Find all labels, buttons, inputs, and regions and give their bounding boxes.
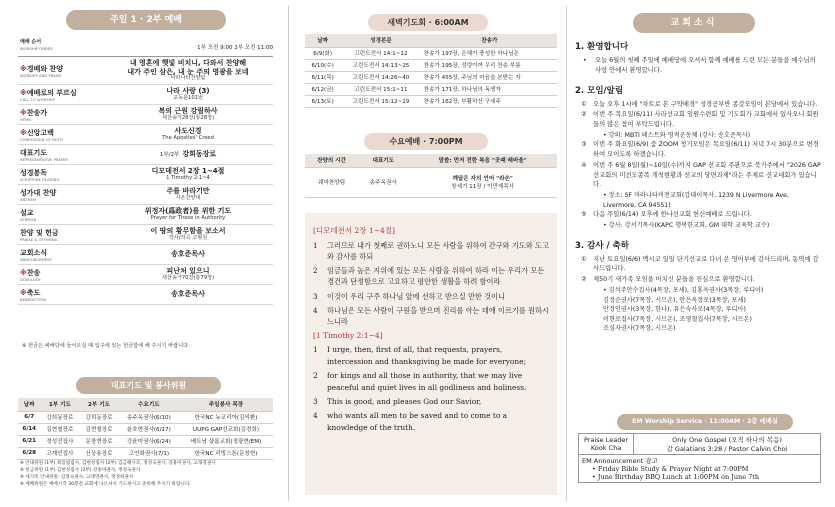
news-item-text: 지난 토요일(6/6) 멕시코 일일 단기선교로 다녀 온 영어부에 감사드리며, 동역에 감사드립니다.	[593, 255, 819, 273]
worship-item-main-text: 피난처 있으니	[166, 267, 210, 276]
asterisk-mark: ※	[20, 288, 27, 297]
news-item-number: ①	[581, 100, 587, 108]
worship-row-label	[18, 268, 103, 282]
prayer-table-cell: 한국NC 리빙스톤(문창현)	[179, 447, 273, 459]
news-item-number: ⑤	[581, 211, 587, 219]
verse	[313, 265, 549, 287]
worship-row	[18, 225, 273, 245]
worship-item-detail	[103, 127, 273, 141]
prayer-table-cell: 6/21	[18, 435, 40, 447]
prayer-note: ※ 새가족 안내위원: 김정숙권사, 고래영권사, 정경희권사	[20, 475, 134, 481]
em-announcement-label: EM Announcement 광고	[582, 457, 658, 465]
worship-item-name	[20, 208, 103, 218]
worship-item-detail	[103, 207, 273, 221]
verse-number: 3	[313, 396, 318, 406]
worship-item-sub: 작사/작곡 고형원	[168, 234, 208, 241]
worship-item-name-en: ANTHEM	[20, 197, 37, 202]
worship-item-name	[20, 228, 103, 238]
worship-item-name-text: 찬송가	[26, 108, 48, 117]
worship-item-main	[103, 250, 273, 258]
worship-item-detail	[103, 227, 273, 241]
worship-item-main-text: 나라 사랑 (3)	[166, 87, 210, 96]
worship-item-name-text: 성경봉독	[20, 168, 48, 177]
news-item-number: ②	[581, 276, 587, 284]
worship-row	[18, 285, 273, 305]
worship-row	[18, 205, 273, 225]
prayer-service-title: 대표기도 및 봉사위원	[76, 377, 221, 394]
verse-text: This is good, and pleases God our Savior,	[327, 396, 482, 406]
news-section-thanks: 3. 감사 / 축하	[575, 240, 629, 251]
worship-item-detail	[103, 250, 273, 258]
dawn-table-cell: 고린도전서 15:1~11	[340, 83, 421, 95]
prayer-note: ※ 예배위원은 예배시작 30분전 교회에 나오셔서 기도하시고 준비해 주시기 바랍니다.	[20, 482, 191, 488]
scripture-en-ref: [1 Timothy 2:1~4]	[313, 331, 383, 341]
wed-sermon-ref: 창세기 11장 / 이만재목사	[451, 184, 515, 190]
wed-praise: 쉐마찬양팀	[305, 167, 358, 197]
news-item	[581, 275, 823, 285]
dawn-table-cell: 찬송가 162장, 부활하신 구세주	[422, 95, 557, 107]
worship-item-name	[20, 64, 103, 74]
worship-item-name-en: SERMON	[20, 217, 37, 222]
dawn-table-cell: 고린도전서 14:1~12	[340, 47, 421, 59]
worship-item-prefix: 1부/2부	[159, 152, 180, 159]
news-item-number: ④	[581, 161, 587, 169]
prayer-table-cell: 윤호현권사(6/17)	[119, 423, 179, 435]
worship-times: 1부 오전 9:00 2부 오전 11:00	[197, 45, 273, 51]
worship-item-sub: 시온찬양대	[175, 194, 201, 201]
em-sermon-ref: 갈 Galatians 3:28 / Pastor Calvin Choi	[666, 445, 788, 453]
dawn-title: 새벽기도회 · 6:00AM	[368, 14, 488, 31]
prayer-table-cell: 6/14	[18, 423, 40, 435]
dawn-table-header: 찬송가	[422, 34, 557, 47]
worship-item-main-text: 주를 바라기만	[166, 187, 210, 196]
worship-row	[18, 85, 273, 105]
dawn-table-cell: 6/13(토)	[305, 95, 340, 107]
schedule-column	[300, 0, 558, 507]
verse-text: 하나님은 모든 사람이 구원을 받으며 진리를 아는 데에 이르기를 원하시느니라	[327, 305, 549, 326]
worship-item-main-2: 내가 주인 삼은, 내 눈 주의 영광을 보네	[127, 67, 249, 76]
news-welcome-text: 오늘 6월의 첫째 주일에 예배당에 오셔서 함께 예배를 드린 모든 분들을 예수님의 사랑 안에서 환영합니다.	[595, 57, 816, 74]
worship-row	[18, 105, 273, 125]
prayer-table-cell: 신상용장로	[79, 447, 118, 459]
dawn-table-row	[305, 47, 557, 59]
dawn-table-cell: 찬송가 195장, 성령이여 우리 찬송 부름	[422, 59, 557, 71]
news-item	[581, 100, 823, 110]
worship-row	[18, 245, 273, 265]
dawn-table-cell: 고린도전서 15:12~19	[340, 95, 421, 107]
worship-row-label	[18, 148, 103, 162]
worship-row	[18, 125, 273, 145]
wed-sermon: 깨달은 자의 언어 "라손"	[452, 176, 513, 182]
worship-item-name	[20, 128, 103, 138]
prayer-table-cell: 고연화권사(7/1)	[119, 447, 179, 459]
worship-item-name-text: 축도	[26, 288, 41, 297]
asterisk-mark: ※	[20, 64, 27, 73]
verse-text: 임금들과 높은 지위에 있는 모든 사람을 위하여 하라 이는 우리가 모든 경건과 단정함으로 고요하고 평안한 생활을 하려 함이라	[327, 266, 545, 287]
verse	[313, 344, 549, 367]
worship-item-detail	[103, 290, 273, 298]
em-announcement-2: • June Birthday BBQ Lunch at 1:00PM on June 7th	[592, 473, 760, 481]
verse	[313, 396, 549, 407]
news-item-text: 이번 주 6월 8일(월)~10일(수)까지 GAP 선교회 주관으로 북가주에서 "2026 GAP 선교회의 미전도종족 개척현황과 선교의 당면과제"라는 주제로 선교대회가 있습니다.	[593, 161, 821, 189]
verse-number: 4	[313, 305, 318, 315]
wednesday-table-header: 찬양의 시간	[305, 154, 358, 167]
worship-item-name-en: DOXOLOGY	[20, 277, 41, 282]
worship-row	[18, 145, 273, 165]
wednesday-table-header: 말씀: 먼저 전한 복음 "곳때 래바울"	[408, 154, 557, 167]
dawn-table-cell: 6/11(목)	[305, 71, 340, 83]
worship-item-name	[20, 248, 103, 258]
worship-column	[18, 0, 273, 507]
worship-item-sub: 교독문101번	[173, 94, 203, 101]
worship-item-name-text: 경배와 찬양	[26, 64, 64, 73]
worship-item-name	[20, 108, 103, 118]
worship-item-name-text: 대표기도	[20, 148, 48, 157]
worship-row-label	[18, 64, 103, 78]
asterisk-mark: ※	[20, 88, 27, 97]
worship-item-sub: 마라나타찬양팀	[170, 74, 206, 81]
prayer-table-header: 주일봉사 목장	[179, 398, 273, 411]
dawn-table-cell: 6/10(수)	[305, 59, 340, 71]
news-sub-item: 김정순권사(7목장, 시므온), 안은옥장로(3목장, 포세)	[603, 296, 746, 304]
prayer-table-cell: 송주옥권사(6/10)	[119, 411, 179, 423]
worship-item-detail	[103, 267, 273, 281]
worship-item-name-text: 성가대 찬양	[20, 188, 57, 197]
worship-item-main	[103, 290, 273, 298]
news-sub-item: 이현로집사(7목장, 시므온), 조영철집사(7목장, 시므온)	[603, 315, 752, 323]
worship-item-name-text: 찬양 및 헌금	[20, 228, 59, 237]
worship-item-sub: 새찬송가70장(통79장)	[161, 274, 215, 281]
worship-title: 주일 1 · 2부 예배	[66, 10, 226, 30]
worship-item-name	[20, 288, 103, 298]
scripture-box	[305, 213, 557, 495]
dawn-table-cell: 6/9(화)	[305, 47, 340, 59]
news-sub-item: 조심자권사(7목장, 시므온)	[603, 325, 676, 333]
news-item-text: 오늘 오후 1시에 "차트로 본 구약배경" 성경공부반 종강모임이 본당에서 있습니다.	[593, 100, 818, 108]
wed-prayer: 송주옥권사	[358, 167, 408, 197]
dawn-table-row	[305, 83, 557, 95]
prayer-table-row	[18, 423, 273, 435]
worship-row-label	[18, 288, 103, 302]
worship-item-detail	[103, 87, 273, 101]
news-item-number: ①	[581, 255, 587, 263]
prayer-table-cell: 고재인집사	[40, 447, 79, 459]
worship-item-main-text: 사도신경	[174, 127, 202, 136]
worship-item-name-en: CALL TO WORSHIP	[20, 97, 55, 102]
worship-item-name-text: 교회소식	[20, 248, 48, 257]
prayer-table-cell: 강희동장로	[79, 411, 118, 423]
prayer-table-cell: 김현철장로	[79, 423, 118, 435]
prayer-table-cell: 문창현장로	[79, 435, 118, 447]
worship-item-main-text: 내 영혼에 햇빛 비치니, 다와서 찬양해	[129, 59, 247, 68]
worship-item-main	[103, 59, 273, 67]
verse-number: 2	[313, 371, 318, 381]
news-item-number: ③	[581, 141, 587, 149]
news-column: 교회소식 1. 환영합니다 • 오늘 6월의 첫째 주일에 예배당에 오셔서 함께 예배를 드린 모든 분들을 예수님의 사랑 안에서 환영합니다. 2. 모임/알림 ① 오늘 오후 1시에 "차트로 본 구약배경" 성경공부반 종강모임이 본당에서 있습니다. ② 이번 주 목요일(6/11) 사라선교회 임원수련회 및 기도회가 교회에서 있사오니 회원들의 많은 참여 부탁드립니다. • 강의: MBTI 테스트와 영적운동체 (강사: 송호준목사) ③ 이번 주 화요일(6/9) 줌 ZOOM 정기모임은 목요일(6/11) 저녁 7시 30분으로 변경하여 모이도록 하겠습니다. ④ 이번 주 6월 8일(월)~10일(수)까지 GAP 선교회 주관으로 북가주에서 "2026 GAP 선교회의 미전도종족 개척현황과 선교의 당면과제"라는 주제로 선교대회가 있습니다. • 장소: SF 마라나타비전교회(강대이목사, 1239 N Livermore Ave, Livermore, CA 94551) ⑤ 다음 주일(6/14) 오후에 한나선교회 헌신예배로 드립니다. • 강사: 강서기목사(KAPC 행복한교회, GM 대학 교육학 교수) 3. 감사 / 축하 ① 지난 토요일(6/6) 멕시코 일일 단기선교로 다녀 온 영어부에 감사드리며, 동역에 감사드립니다. ② 제50기 새가족 모임을 마치신 분들을 진심으로 환영합니다. • 김석주안수집사(4목장, 포세), 김홍옥권사(3목장, 루디아) 김정순권사(7목장, 시므온), 안은옥장로(3목장, 포세) 안정인권사(3목장, 한나), 유은숙사모(4목장, 루디아) 이현로집사(7목장, 시므온), 조영철집사(7목장, 시므온) 조심자권사(7목장, 시므온) EM Worship Service · 11:00AM · 2층 예배실 Praise Leader Kook Cha Only One Gospel (오직 하나의 복음) 갈 Galatians 3:28 / Pastor Calvin Choi EM Announcement 광고 • Friday Bible Study & Prayer Night at 7:00PM • June Birthday BBQ Lunch at 1:00PM on June 7th	[575, 0, 823, 507]
verse-number: 4	[313, 411, 318, 421]
worship-item-name	[20, 148, 103, 158]
worship-item-sub: Prayer for Those in Authority	[150, 214, 226, 221]
worship-row-label	[18, 248, 103, 262]
news-sub-item: • 김석주안수집사(4목장, 포세), 김홍옥권사(3목장, 루디아)	[603, 286, 764, 294]
worship-row	[18, 185, 273, 205]
em-announcement-1: • Friday Bible Study & Prayer Night at 7:00PM	[592, 465, 749, 473]
worship-item-name-text: 예배로의 부르심	[26, 88, 77, 97]
news-sub-item: • 장소: SF 마라나타비전교회(강대이목사, 1239 N Livermore Ave, Livermore, CA 94551)	[603, 192, 789, 209]
dawn-table-cell: 찬송가 455장, 주님의 마음을 본받는 자	[422, 71, 557, 83]
prayer-service-notes	[20, 460, 275, 488]
worship-row	[18, 265, 273, 285]
worship-row-label	[18, 228, 103, 242]
worship-item-name	[20, 188, 103, 198]
prayer-table-row	[18, 435, 273, 447]
prayer-table-cell: 6/7	[18, 411, 40, 423]
column-divider-left	[288, 6, 289, 501]
asterisk-mark: ※	[20, 128, 27, 137]
scripture-ko-ref: [디모데전서 2장 1~4절]	[313, 226, 395, 235]
asterisk-mark: ※	[20, 108, 27, 117]
news-item-text: 이번 주 목요일(6/11) 사라선교회 임원수련회 및 기도회가 교회에서 있사오니 회원들의 많은 참여 부탁드립니다.	[593, 111, 819, 128]
dawn-table-cell: 6/12(금)	[305, 83, 340, 95]
worship-order-label: 예배 순서	[20, 39, 42, 45]
worship-item-name-en: HYMN	[20, 117, 32, 122]
news-item-number: ②	[581, 111, 587, 119]
dawn-table-row	[305, 71, 557, 83]
news-item-text: 다음 주일(6/14) 오후에 한나선교회 헌신예배로 드립니다.	[593, 211, 752, 219]
worship-item-detail	[103, 167, 273, 181]
news-sub-item: 안정인권사(3목장, 한나), 유은숙사모(4목장, 루디아)	[603, 306, 746, 314]
news-item-text: 제50기 새가족 모임을 마치신 분들을 진심으로 환영합니다.	[593, 276, 755, 284]
dawn-table-cell: 찬송가 171장, 하나님의 독생자	[422, 83, 557, 95]
news-item	[581, 140, 823, 160]
em-leader-label: Praise Leader	[583, 436, 628, 444]
news-item	[581, 210, 823, 220]
prayer-table-cell: 강희동장로	[40, 411, 79, 423]
worship-item-name	[20, 168, 103, 178]
news-section-welcome: 1. 환영합니다	[575, 42, 629, 52]
worship-row-label	[18, 88, 103, 102]
verse-text: 그러므로 내가 첫째로 권하노니 모든 사람을 위하여 간구와 기도와 도고와 감사를 하되	[327, 241, 549, 262]
worship-item-main-text: 복의 근원 강림하사	[158, 107, 218, 116]
wednesday-table-header: 대표기도	[358, 154, 408, 167]
worship-item-name-en: WORSHIP AND PRAISE	[20, 73, 62, 78]
prayer-note: ※ 안내위원 (1부) 최를범집사, 김현성집사 (2부) 김금해사모, 정경숙권사, 강용미권사, 고래영권사	[20, 461, 216, 466]
offering-footnote: ※ 헌금은 예배당에 들어오실 때 입구에 있는 헌금함에 해 주시기 바랍니다.	[22, 343, 190, 349]
worship-item-name-en: PRAISE & OFFERING	[20, 237, 58, 242]
worship-row	[18, 57, 273, 85]
worship-item-main-text: 송호준목사	[171, 250, 205, 259]
verse	[313, 370, 549, 393]
wednesday-table	[305, 154, 557, 198]
worship-order-label-en: WORSHIP ORDER	[20, 46, 53, 51]
dawn-table-header: 날짜	[305, 34, 340, 47]
worship-row-label	[18, 128, 103, 142]
verse	[313, 240, 549, 262]
worship-item-name-en: CONFESSION OF FAITH	[20, 137, 63, 142]
prayer-table-cell: 베트남 샬롬교회(정광현/EM)	[179, 435, 273, 447]
verse-number: 1	[313, 241, 318, 250]
em-title: EM Worship Service · 11:00AM · 2층 예배실	[617, 414, 793, 430]
prayer-service-table	[18, 398, 273, 460]
worship-row-label	[18, 188, 103, 202]
worship-item-main-text: 위정자(爲政者)를 위한 기도	[144, 207, 232, 216]
prayer-table-header: 1부 기도	[40, 398, 79, 411]
news-item	[581, 255, 823, 275]
em-table	[578, 433, 821, 483]
dawn-table-header: 성경본문	[340, 34, 421, 47]
worship-item-sub: 1 Timothy 2:1~4	[166, 174, 210, 181]
prayer-table-cell: UUPG GAP선교회(김경희)	[179, 423, 273, 435]
verse-text: who wants all men to be saved and to come to a knowledge of the truth.	[327, 411, 508, 432]
prayer-table-cell: 김현철장로	[40, 423, 79, 435]
dawn-table-cell: 고린도전서 14:26~40	[340, 71, 421, 83]
worship-item-main-text: 강희동장로	[182, 150, 217, 159]
em-sermon-title: Only One Gospel (오직 하나의 복음)	[672, 436, 782, 444]
verse-text: for kings and all those in authority, that we may live peaceful and quiet lives in all godliness and holiness.	[327, 371, 527, 392]
worship-item-main	[103, 150, 273, 158]
prayer-table-row	[18, 447, 273, 459]
worship-item-name-text: 찬송	[26, 268, 41, 277]
wednesday-title: 수요예배 · 7:00PM	[364, 133, 488, 150]
worship-item-name	[20, 268, 103, 278]
worship-row-label	[18, 108, 103, 122]
verse-number: 1	[313, 345, 318, 355]
worship-item-name-en: REPRESENTATIVE PRAYER	[20, 157, 68, 162]
worship-item-name-text: 신앙고백	[26, 128, 54, 137]
verse	[313, 410, 549, 433]
news-title: 교회소식	[633, 13, 755, 33]
verse-text: 이것이 우리 구주 하나님 앞에 선하고 받으실 만한 것이니	[327, 291, 505, 301]
verse	[313, 305, 549, 327]
worship-item-name-en: BENEDICTION	[20, 297, 46, 302]
prayer-table-cell: 정성진집사	[40, 435, 79, 447]
worship-item-detail	[103, 59, 273, 81]
dawn-table-row	[305, 95, 557, 107]
prayer-table-row	[18, 411, 273, 423]
prayer-table-cell: 6/28	[18, 447, 40, 459]
news-section-notices: 2. 모임/알림	[575, 85, 624, 96]
worship-item-detail	[103, 150, 273, 158]
worship-row	[18, 165, 273, 185]
worship-row-label	[18, 208, 103, 222]
dawn-table-cell: 고린도전서 14:13~25	[340, 59, 421, 71]
dawn-table-cell: 찬송가 197장, 은혜가 풍성한 하나님은	[422, 47, 557, 59]
news-item	[581, 161, 823, 190]
worship-item-detail	[103, 187, 273, 201]
news-item-text: 이번 주 화요일(6/9) 줌 ZOOM 정기모임은 목요일(6/11) 저녁 7시 30분으로 변경하여 모이도록 하겠습니다.	[593, 141, 819, 159]
worship-item-name-en: ANNOUNCEMENT	[20, 257, 53, 262]
asterisk-mark: ※	[20, 268, 27, 277]
dawn-table	[305, 34, 557, 108]
worship-item-main-text: 이 땅의 황무함을 보소서	[150, 227, 226, 236]
worship-item-main-text: 송호준목사	[171, 290, 205, 299]
em-leader-name: Kook Cha	[590, 444, 622, 452]
worship-item-main-text: 디모데전서 2장 1~4절	[151, 167, 225, 176]
dawn-table-row	[305, 59, 557, 71]
news-item	[581, 110, 823, 130]
news-sub-item: • 강사: 강서기목사(KAPC 행복한교회, GM 대학 교육학 교수)	[603, 222, 770, 230]
prayer-table-header: 수요기도	[119, 398, 179, 411]
verse-text: I urge, then, first of all, that requests, prayers, intercession and thanksgiving be made for everyone;	[327, 345, 527, 366]
worship-row-label	[18, 168, 103, 182]
news-sub-item: • 강의: MBTI 테스트와 영적운동체 (강사: 송호준목사)	[603, 131, 751, 139]
worship-item-name-text: 설교	[20, 208, 34, 217]
worship-item-sub: The Apostles' Creed	[162, 134, 214, 141]
worship-order-list	[18, 56, 273, 305]
prayer-table-cell: 한국NC 뉴코리아(김익환)	[179, 411, 273, 423]
worship-item-name	[20, 88, 103, 98]
prayer-table-cell: 강윤미권사(6/24)	[119, 435, 179, 447]
prayer-note: ※ 헌금위원 (1부) 김현성집사 (2부) 강홍미권사, 정경숙권사	[20, 468, 141, 474]
worship-item-name-en: SCRIPTURE READING	[20, 177, 60, 182]
worship-item-detail	[103, 107, 273, 121]
prayer-table-header: 날짜	[18, 398, 40, 411]
verse-number: 2	[313, 266, 318, 276]
prayer-table-header: 2부 기도	[79, 398, 118, 411]
verse-number: 3	[313, 291, 318, 301]
column-divider-right	[566, 6, 567, 501]
verse	[313, 291, 549, 302]
worship-item-sub: 새찬송가28장(통28장)	[161, 114, 215, 121]
